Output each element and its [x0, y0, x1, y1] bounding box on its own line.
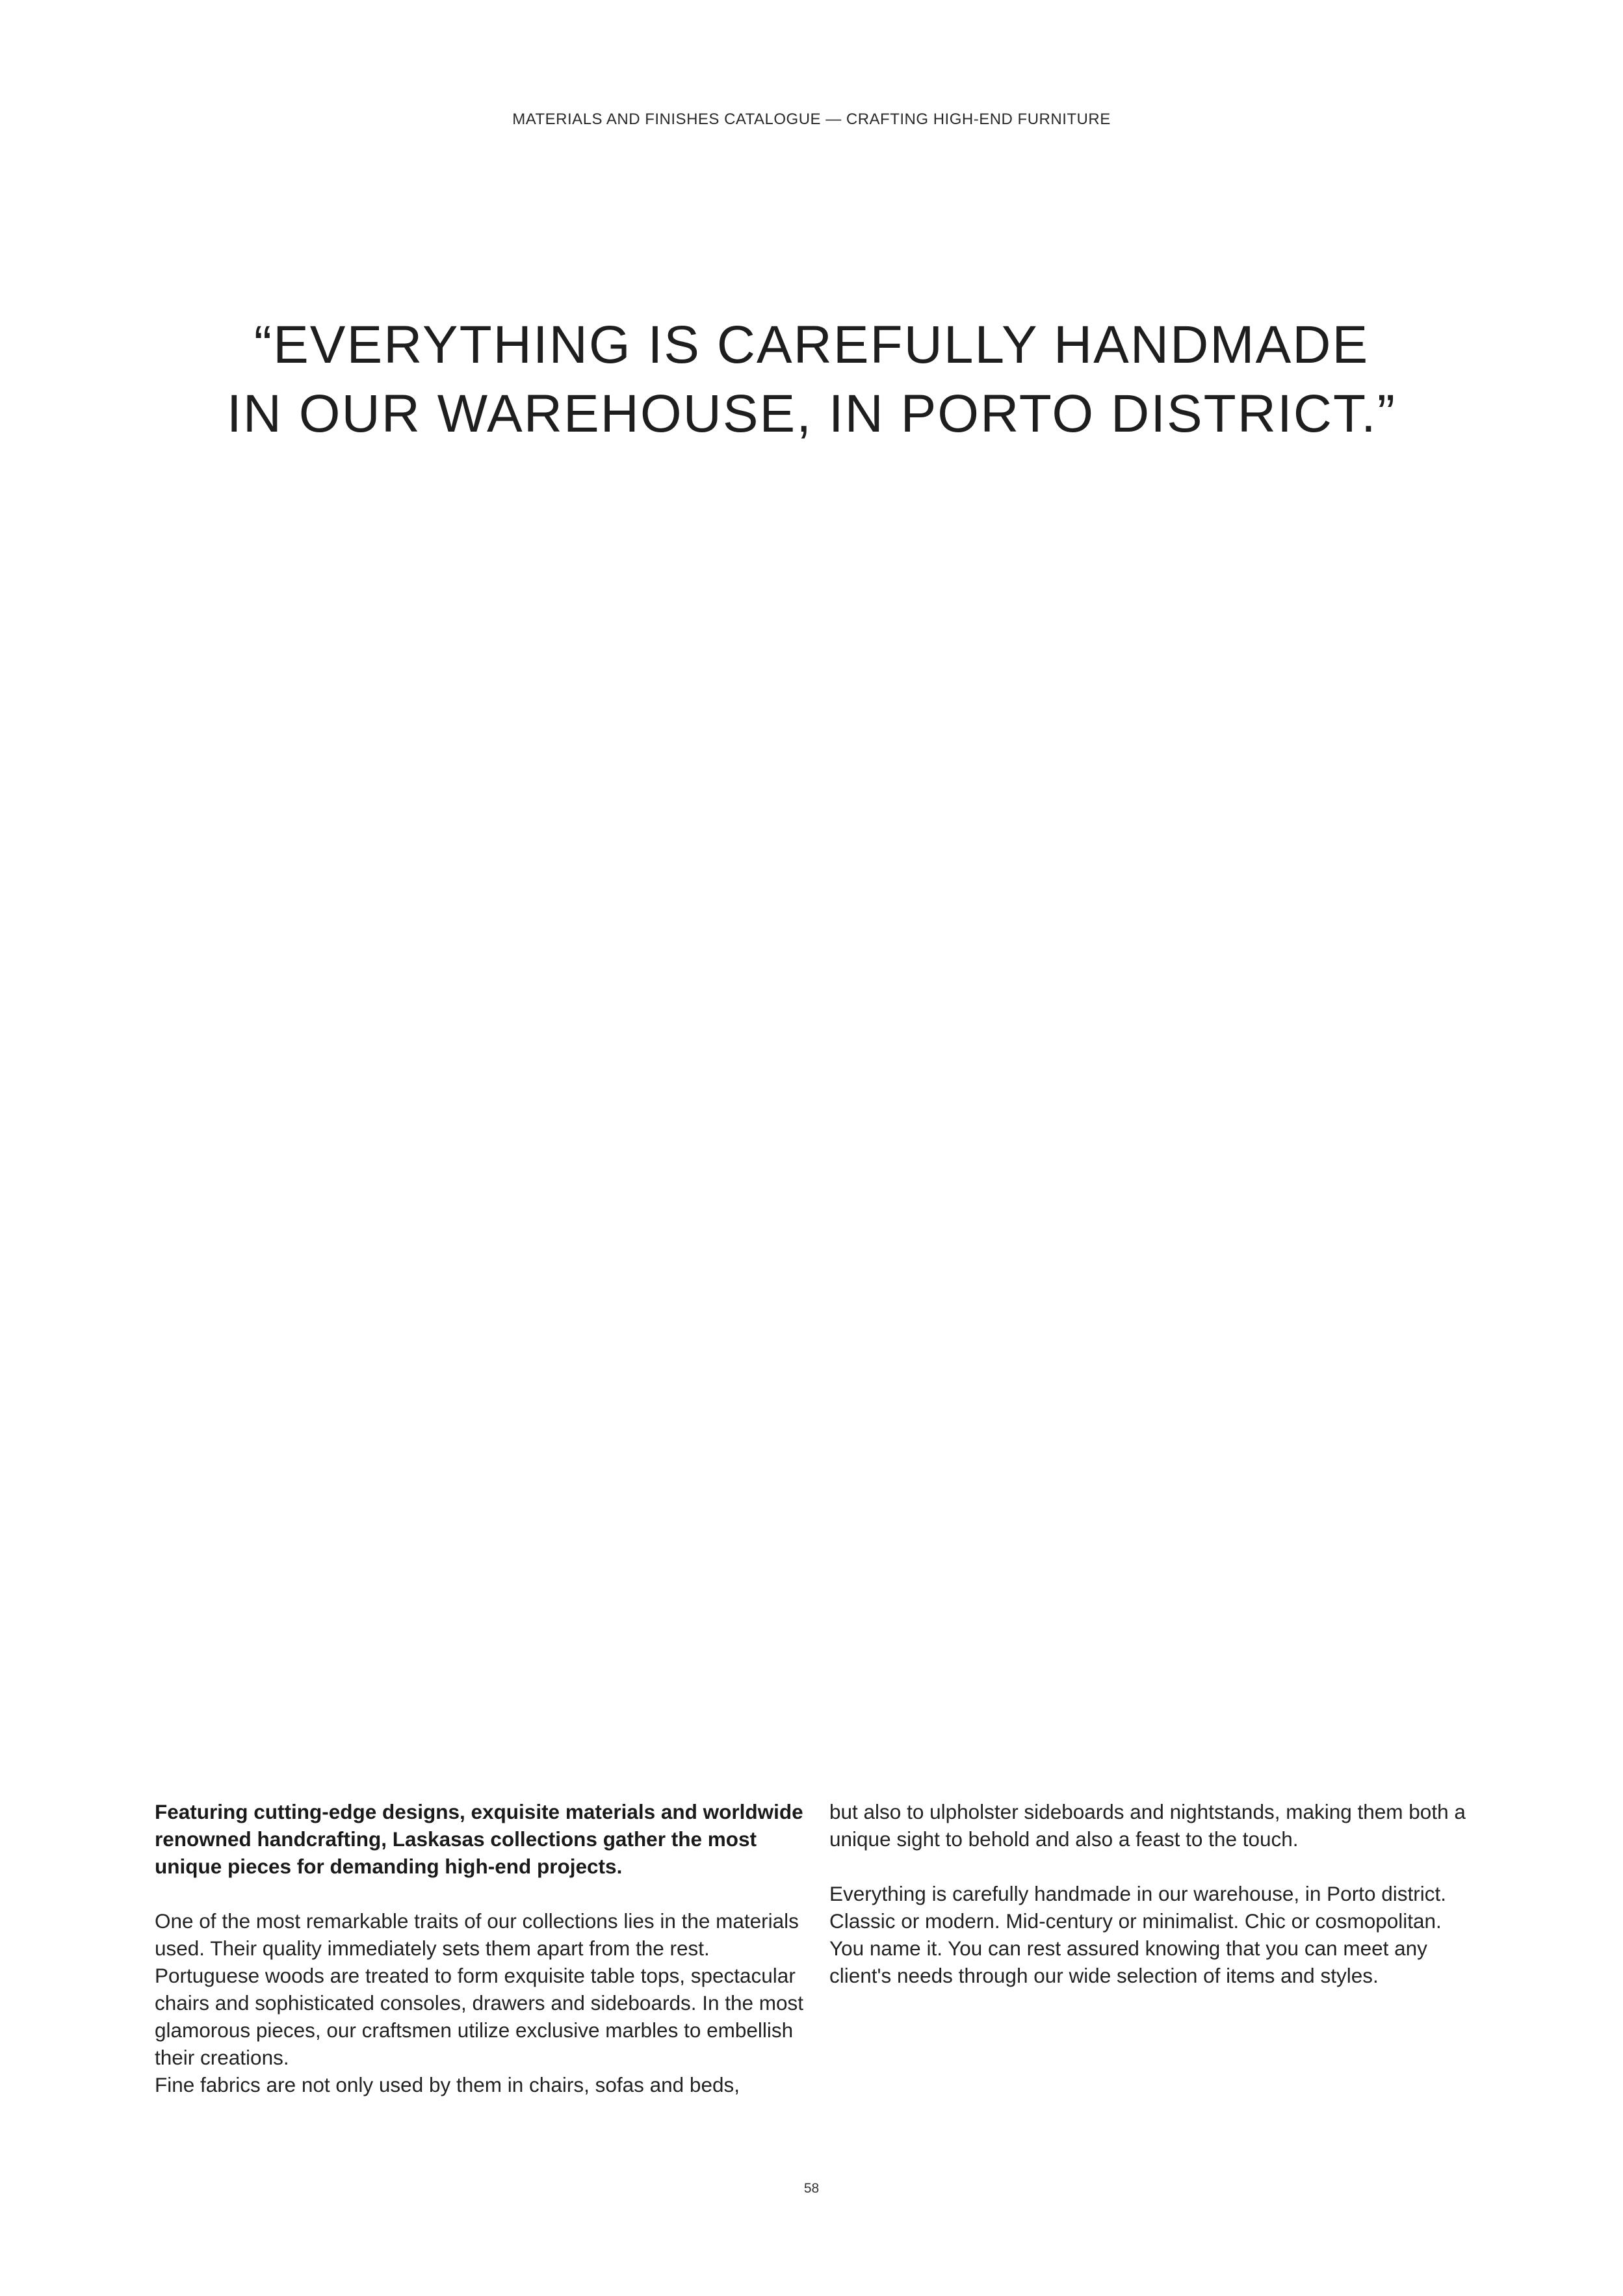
- pull-quote-line-2: IN OUR WAREHOUSE, IN PORTO DISTRICT.”: [226, 384, 1397, 443]
- body-paragraph: Fine fabrics are not only used by them in chairs, sofas and beds,: [155, 2073, 740, 2096]
- body-column-left: [155, 1798, 805, 2098]
- body-paragraph: but also to ulpholster sideboards and nightstands, making them both a unique sight to behold and also a feast to the touch.: [829, 1800, 1466, 1851]
- pull-quote-line-1: “EVERYTHING IS CAREFULLY HANDMADE: [253, 315, 1370, 374]
- body-paragraph: Everything is carefully handmade in our warehouse, in Porto district. Classic or modern. Mid-century or minimalist. Chic or cosmopolitan.: [829, 1882, 1446, 1933]
- pull-quote: [0, 311, 1623, 449]
- body-paragraph: One of the most remarkable traits of our collections lies in the materials used. Their quality immediately sets them apart from the rest. Portuguese woods are treated to form exquisite table tops, spectacular chairs and sophisticated consoles, drawers and sideboards. In the most glamorous pieces, our craftsmen utilize exclusive marbles to embellish their creations.: [155, 1909, 804, 2069]
- page-number: 58: [803, 2181, 820, 2196]
- body-paragraph: You name it. You can rest assured knowing that you can meet any client's needs through our wide selection of items and styles.: [829, 1937, 1427, 1987]
- running-header: MATERIALS AND FINISHES CATALOGUE — CRAFTING HIGH-END FURNITURE: [512, 111, 1111, 128]
- body-column-right: [829, 1798, 1479, 1989]
- lead-paragraph: Featuring cutting-edge designs, exquisite materials and worldwide renowned handcrafting, Laskasas collections gather the most unique pieces for demanding high-end projects.: [155, 1800, 803, 1878]
